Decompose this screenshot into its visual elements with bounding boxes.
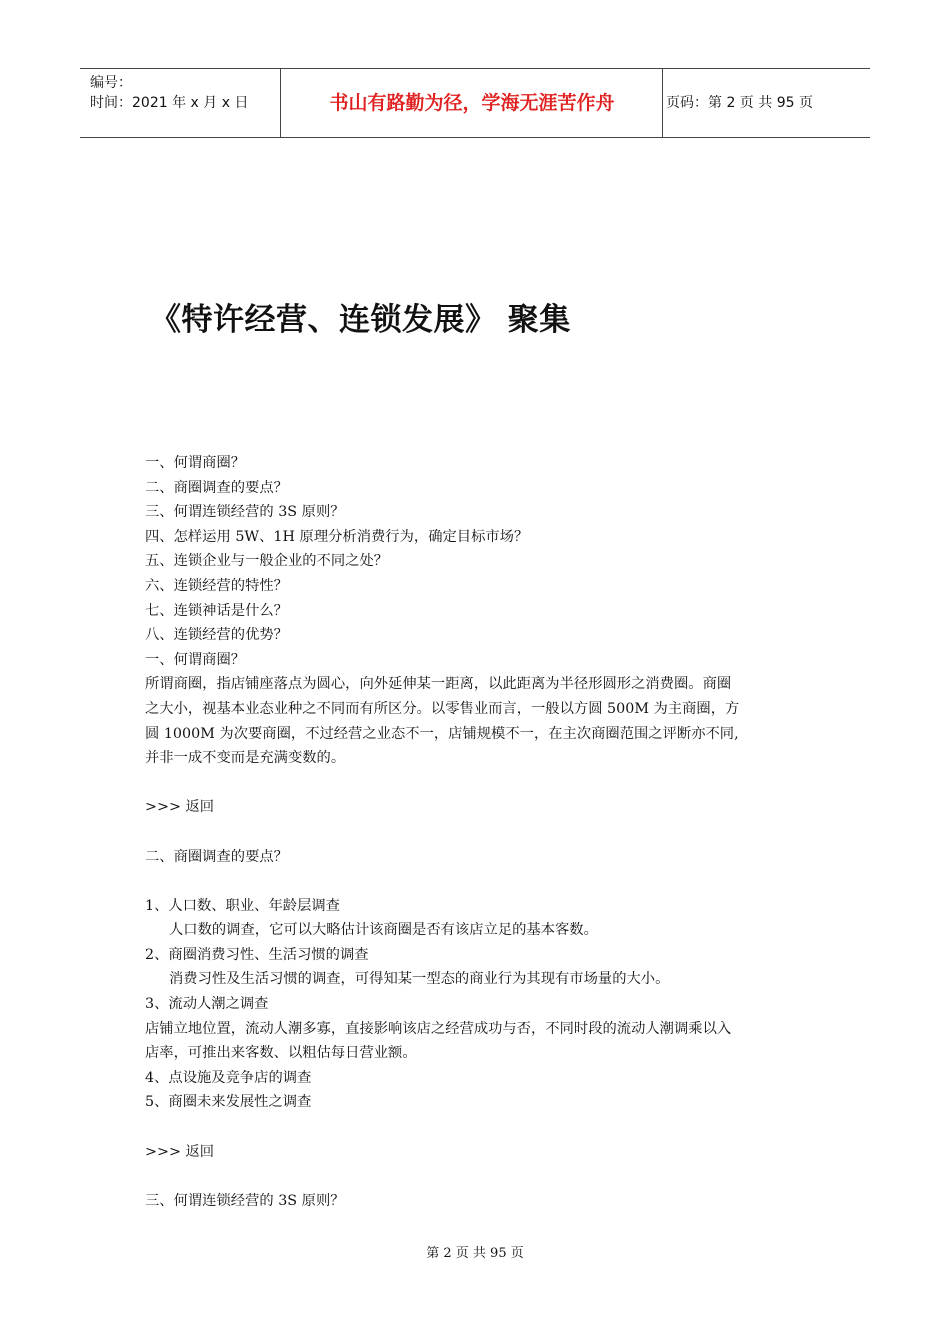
header-divider-left	[280, 69, 281, 137]
spacer	[145, 820, 810, 845]
toc-item[interactable]: 八、连锁经营的优势？	[145, 627, 288, 644]
document-title: 《特许经营、连锁发展》 聚集	[150, 302, 571, 338]
list-item: 1、人口数、职业、年龄层调查	[145, 897, 340, 914]
body-line: 所谓商圈，指店铺座落点为圆心，向外延伸某一距离，以此距离为半径形圆形之消费圈。商圈	[145, 676, 732, 693]
number-label: 编号：	[90, 75, 132, 91]
header-page-info: 页码：第 2 页 共 95 页	[666, 95, 813, 111]
back-link[interactable]: >>> 返回	[145, 799, 215, 816]
spacer	[145, 869, 810, 894]
body-line: 店铺立地位置，流动人潮多寡，直接影响该店之经营成功与否，不同时段的流动人潮调乘以入	[145, 1020, 732, 1037]
section-heading: 三、何谓连锁经营的 3S 原则？	[145, 1192, 345, 1209]
list-item: 3、流动人潮之调查	[145, 996, 269, 1013]
body-line: 并非一成不变而是充满变数的。	[145, 750, 346, 767]
section-heading: 二、商圈调查的要点？	[145, 848, 288, 865]
list-item: 5、商圈未来发展性之调查	[145, 1094, 312, 1111]
page-footer: 第 2 页 共 95 页	[426, 1246, 524, 1261]
header-meta	[90, 73, 270, 113]
toc-item[interactable]: 一、何谓商圈？	[145, 455, 246, 471]
list-item: 2、商圈消费习性、生活习惯的调查	[145, 946, 369, 963]
header-divider-right	[662, 69, 663, 137]
spacer	[145, 771, 810, 796]
toc-item[interactable]: 七、连锁神话是什么？	[145, 602, 288, 619]
toc-item[interactable]: 四、怎样运用 5W、1H 原理分析消费行为，确定目标市场？	[145, 528, 529, 545]
time-label: 时间：2021 年 x 月 x 日	[90, 95, 249, 111]
page-header	[80, 68, 870, 138]
toc-item[interactable]: 六、连锁经营的特性？	[145, 577, 288, 594]
list-item-desc: 消费习性及生活习惯的调查，可得知某一型态的商业行为其现有市场量的大小。	[169, 971, 670, 988]
body-line: 之大小，视基本业态业种之不同而有所区分。以零售业而言，一般以方圆 500M 为主商圈，方	[145, 700, 740, 717]
list-item-desc: 人口数的调查，它可以大略估计该商圈是否有该店立足的基本客数。	[169, 922, 598, 939]
toc-item[interactable]: 五、连锁企业与一般企业的不同之处？	[145, 553, 389, 570]
back-link[interactable]: >>> 返回	[145, 1143, 215, 1160]
toc-item[interactable]: 三、何谓连锁经营的 3S 原则？	[145, 504, 345, 521]
body-line: 店率，可推出来客数、以粗估每日营业额。	[145, 1045, 417, 1062]
section-heading: 一、何谓商圈？	[145, 651, 246, 668]
document-body	[145, 451, 810, 1213]
spacer	[145, 1164, 810, 1189]
body-line: 圆 1000M 为次要商圈，不过经营之业态不一，店铺规模不一，在主次商圈范围之评断亦不同,	[145, 725, 739, 742]
toc-item[interactable]: 二、商圈调查的要点？	[145, 479, 288, 496]
header-motto: 书山有路勤为径，学海无涯苦作舟	[329, 92, 615, 114]
spacer	[145, 1115, 810, 1140]
list-item: 4、点设施及竞争店的调查	[145, 1069, 312, 1086]
